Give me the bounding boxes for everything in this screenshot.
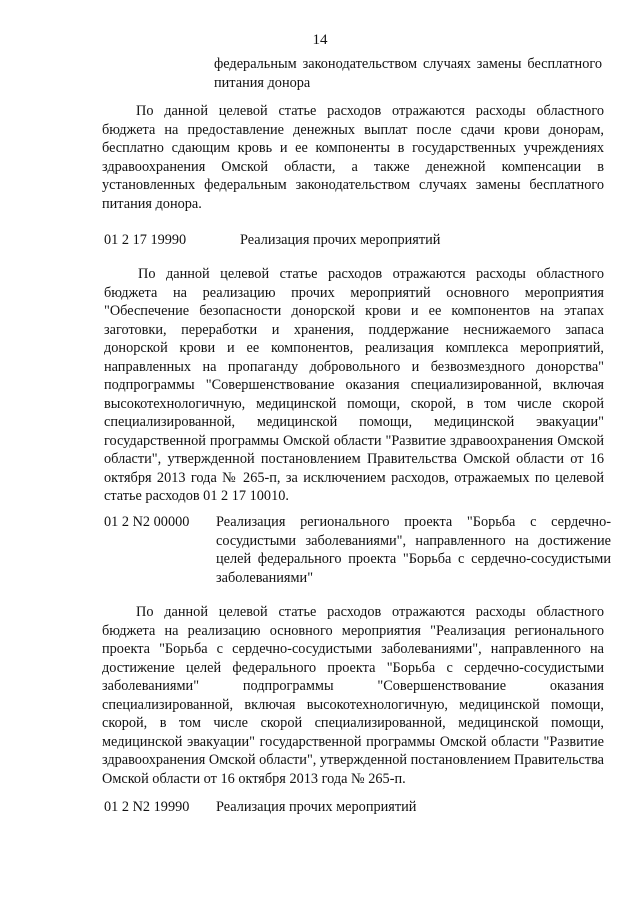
paragraph-2: По данной целевой статье расходов отражаются расходы областного бюджета на реализацию прочих мероприятий основного мероприятия "Обеспечение безопасности донорской крови и ее компонентов на этапах заготовки, переработки и хранения, поддержание неснижаемого запаса донорской крови и ее компонентов, реализация комплекса мероприятий, направленных на пропаганду добровольного и безвозмездного донорства" подпрограммы "Совершенствование оказания специализированной, включая высокотехнологичную, медицинской помощи, скорой, в том числе скорой специализированной, медицинской помощи, медицинской эвакуации" государственной программы Омской области "Развитие здравоохранения Омской области", утвержденной постановлением Правительства Омской области от 16 октября 2013 года № 265-п, за исключением расходов, отражаемых по целевой статье расходов 01 2 17 10010. <box>104 266 604 504</box>
paragraph-3: По данной целевой статье расходов отражаются расходы областного бюджета на реализацию основного мероприятия "Реализация регионального проекта "Борьба с сердечно-сосудистыми заболеваниями", направленного на достижение целей федерального проекта "Борьба с сердечно-сосудистыми заболеваниями" подпрограммы "Совершенствование оказания специализированной, включая высокотехнологичную, медицинской помощи, скорой, в том числе скорой специализированной, медицинской помощи, медицинской эвакуации" государственной программы Омской области "Развитие здравоохранения Омской области", утвержденной постановлением Правительства Омской области от 16 октября 2013 года № 265-п. <box>102 604 605 787</box>
entry-title: Реализация регионального проекта "Борьба с сердечно-сосудистыми заболеваниями", направленного на достижение целей федерального проекта "Борьба с сердечно-сосудистыми заболеваниями" <box>216 514 611 586</box>
page-number: 14 <box>312 32 328 48</box>
entry-code: 01 2 17 19990 <box>104 232 187 248</box>
entry-code: 01 2 N2 00000 <box>104 514 190 530</box>
entry-title: Реализация прочих мероприятий <box>216 799 417 815</box>
paragraph-1: По данной целевой статье расходов отражаются расходы областного бюджета на предоставление денежных выплат после сдачи крови донорам, бесплатно сдающим кровь и ее компоненты в государственных учреждениях здравоохранения Омской области, а также денежной компенсации в установленных федеральным законодательством случаях замены бесплатного питания донора. <box>102 103 604 212</box>
entry-code: 01 2 N2 19990 <box>104 799 190 815</box>
entry-title: Реализация прочих мероприятий <box>240 232 441 248</box>
continuation-text: федеральным законодательством случаях замены бесплатного питания донора <box>214 56 602 91</box>
